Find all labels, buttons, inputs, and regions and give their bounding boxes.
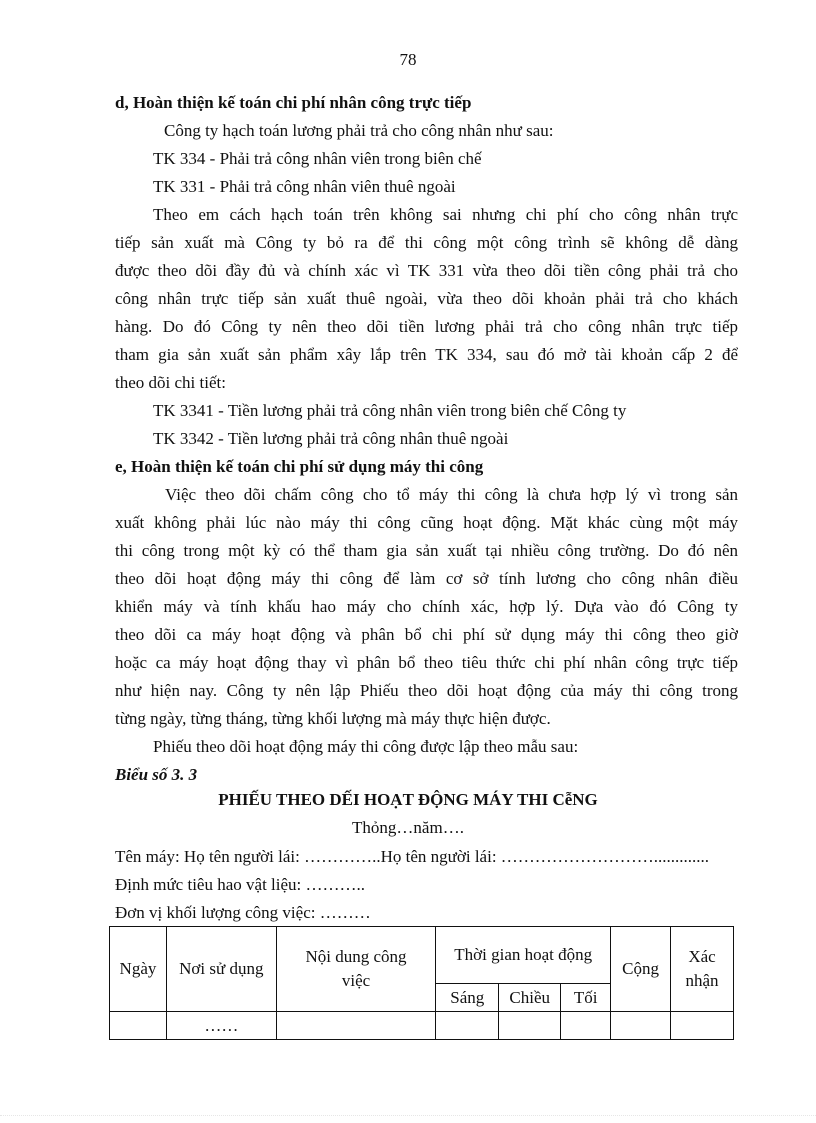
header-noi-su-dung: Nơi sử dụng bbox=[166, 927, 276, 1012]
paragraph-line: hàng. Do đó Công ty nên theo dõi tiền lương phải trả cho công nhân trực tiếp bbox=[115, 317, 738, 336]
field-material-norm: Định mức tiêu hao vật liệu: ……….. bbox=[115, 875, 366, 894]
section-d-line-1: Công ty hạch toán lương phải trả cho công nhân như sau: bbox=[164, 121, 554, 140]
table-header-row bbox=[110, 927, 734, 984]
section-e-paragraph bbox=[115, 481, 738, 733]
paragraph-line: theo dõi hoạt động máy thi công để làm cơ sở tính lương cho công nhân điều bbox=[115, 569, 738, 588]
header-ngay: Ngày bbox=[110, 927, 167, 1012]
paragraph-line: Việc theo dõi chấm công cho tổ máy thi công là chưa hợp lý vì trong sản bbox=[165, 485, 738, 504]
paragraph-line: tham gia sản xuất sản phẩm xây lắp trên TK 334, sau đó mở tài khoản cấp 2 để bbox=[115, 345, 738, 364]
header-thoi-gian: Thời gian hoạt động bbox=[436, 927, 611, 984]
paragraph-line: thi công trong một kỳ có thể tham gia sản xuất tại nhiều công trường. Do đó nên bbox=[115, 541, 738, 560]
paragraph-line: được theo dõi đầy đủ và chính xác vì TK 331 vừa theo dõi tiền công phải trả cho bbox=[115, 261, 738, 280]
subheader-toi: Tối bbox=[561, 984, 611, 1012]
footer-divider bbox=[0, 1115, 816, 1116]
paragraph-line: tiếp sản xuất mà Công ty bỏ ra để thi công một công trình sẽ không dễ dàng bbox=[115, 233, 738, 252]
page-number: 78 bbox=[399, 50, 417, 69]
paragraph-line: khiển máy và tính khấu hao máy cho chính xác, hợp lý. Dựa vào đó Công ty bbox=[115, 597, 738, 616]
section-d-paragraph bbox=[115, 201, 738, 397]
paragraph-line: hoặc ca máy hoạt động thay vì phân bổ theo tiêu thức chi phí nhân công trực tiếp bbox=[115, 653, 738, 672]
subheader-chieu: Chiều bbox=[499, 984, 561, 1012]
paragraph-line: Theo em cách hạch toán trên không sai nhưng chi phí cho công nhân trực bbox=[153, 205, 738, 224]
field-work-unit: Đơn vị khối lượng công việc: ……… bbox=[115, 903, 371, 922]
form-intro: Phiếu theo dõi hoạt động máy thi công được lập theo mẫu sau: bbox=[153, 737, 579, 756]
header-cong: Cộng bbox=[611, 927, 671, 1012]
section-d-line-3: TK 331 - Phải trả công nhân viên thuê ngoài bbox=[153, 177, 456, 196]
paragraph-line: công nhân trực tiếp sản xuất thuê ngoài, vừa theo dõi khoản phải trả cho khách bbox=[115, 289, 738, 308]
paragraph-line: từng ngày, từng tháng, từng khối lượng mà máy thực hiện được. bbox=[115, 709, 551, 728]
form-label: Biểu số 3. 3 bbox=[115, 765, 198, 784]
paragraph-line: xuất không phải lúc nào máy thi công cũng hoạt động. Mặt khác cùng một máy bbox=[115, 513, 738, 532]
paragraph-line: theo dõi chi tiết: bbox=[115, 373, 226, 392]
account-3341: TK 3341 - Tiền lương phải trả công nhân viên trong biên chế Công ty bbox=[153, 401, 627, 420]
subheader-sang: Sáng bbox=[436, 984, 499, 1012]
section-e-heading: e, Hoàn thiện kế toán chi phí sử dụng máy thi công bbox=[115, 457, 484, 476]
form-title: PHIẾU THEO DẾI HOẠT ĐỘNG MÁY THI CễNG bbox=[218, 790, 598, 809]
section-d-heading: d, Hoàn thiện kế toán chi phí nhân công trực tiếp bbox=[115, 93, 472, 112]
account-3342: TK 3342 - Tiền lương phải trả công nhân thuê ngoài bbox=[153, 429, 509, 448]
field-machine-name: Tên máy: Họ tên người lái: …………..Họ tên người lái: ………………………............. bbox=[115, 847, 710, 866]
header-xac-nhan: Xác nhận bbox=[671, 927, 734, 1012]
section-d-line-2: TK 334 - Phải trả công nhân viên trong biên chế bbox=[153, 149, 482, 168]
header-noi-dung: Nội dung công việc bbox=[276, 927, 436, 1012]
machine-activity-table bbox=[109, 926, 734, 1040]
paragraph-line: như hiện nay. Công ty nên lập Phiếu theo dõi hoạt động của máy thi công trong bbox=[115, 681, 738, 700]
ellipsis-cell: …… bbox=[166, 1012, 276, 1040]
form-subtitle: Thỏng…năm…. bbox=[352, 818, 464, 837]
table-row bbox=[110, 1012, 734, 1040]
paragraph-line: theo dõi ca máy hoạt động và phân bổ chi phí sử dụng máy thi công theo giờ bbox=[115, 625, 738, 644]
